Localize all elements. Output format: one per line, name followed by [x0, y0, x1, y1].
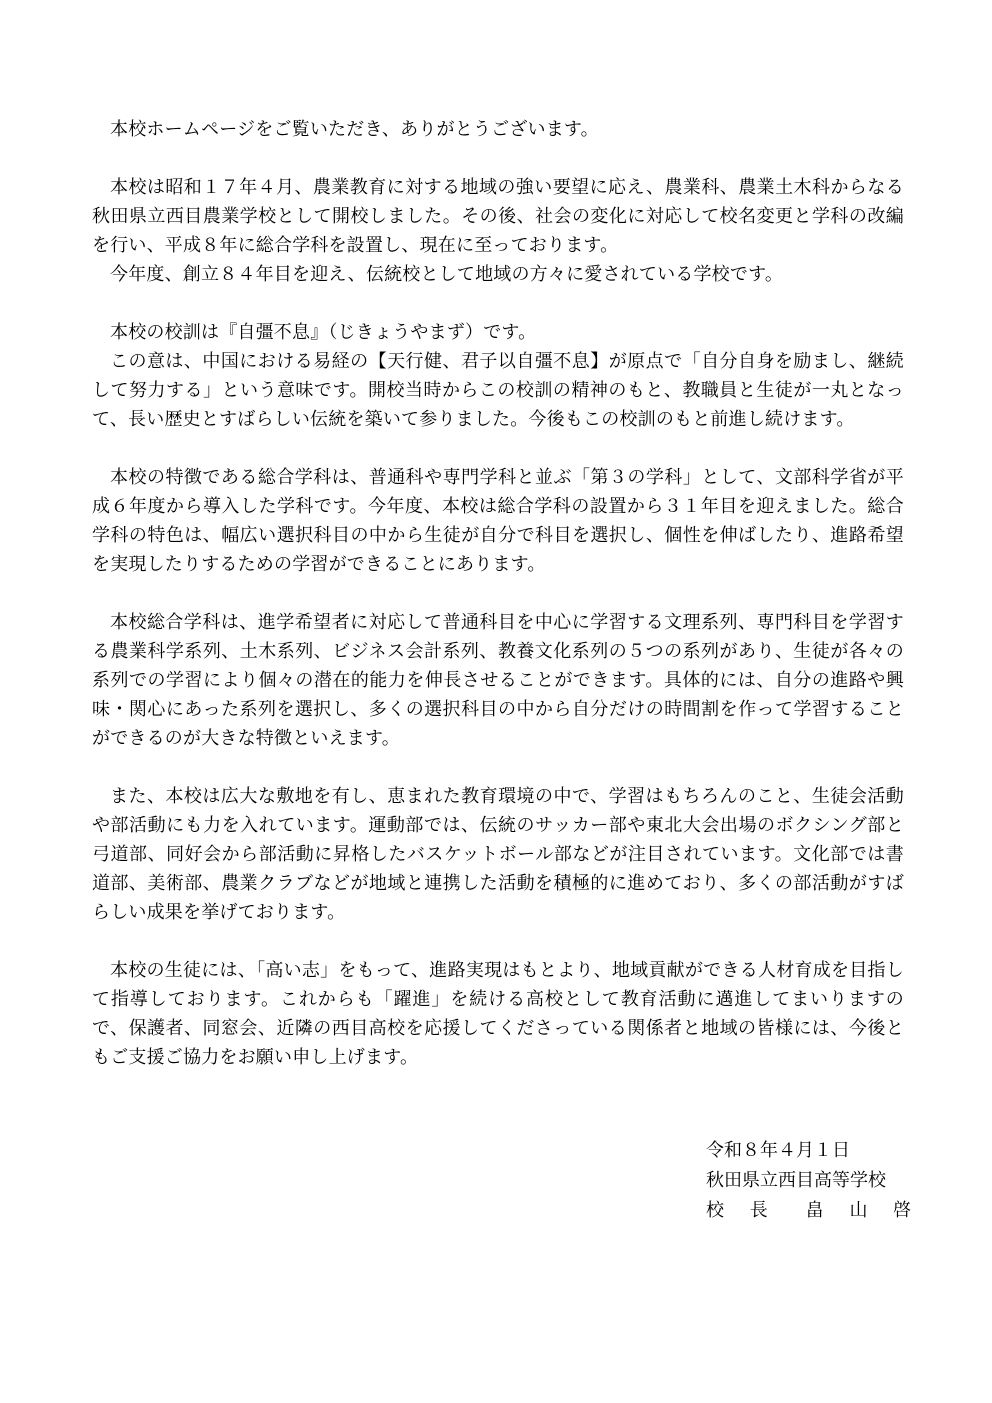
paragraph-integrated-course: 本校の特徴である総合学科は、普通科や専門学科と並ぶ「第３の学科」として、文部科学省が平成６年度から導入した学科です。今年度、本校は総合学科の設置から３１年目を迎えました。総合学科の特色は、幅広い選択科目の中から生徒が自分で科目を選択し、個性を伸ばしたり、進路希望を実現したりするための学習ができることにあります。 — [92, 467, 904, 575]
paragraph-motto: 本校の校訓は『自彊不息』（じきょうやまず）です。 — [110, 322, 537, 343]
signature-school: 秋田県立西目高等学校 — [706, 1170, 886, 1191]
paragraph-club-activities: また、本校は広大な敷地を有し、恵まれた教育環境の中で、学習はもちろんのこと、生徒会活動や部活動にも力を入れています。運動部では、伝統のサッカー部や東北大会出場のボクシング部と弓道部、同好会から部活動に昇格したバスケットボール部などが注目されています。文化部では書道部、美術部、農業クラブなどが地域と連携した活動を積極的に進めており、多くの部活動がすばらしい成果を挙げております。 — [92, 786, 904, 923]
signature-block — [706, 1136, 922, 1226]
paragraph-anniversary: 今年度、創立８４年目を迎え、伝統校として地域の方々に愛されている学校です。 — [110, 264, 784, 285]
paragraph-course-series: 本校総合学科は、進学希望者に対応して普通科目を中心に学習する文理系列、専門科目を学習する農業科学系列、土木系列、ビジネス会計系列、教養文化系列の５つの系列があり、生徒が各々の系列での学習により個々の潜在的能力を伸長させることができます。具体的には、自分の進路や興味・関心にあった系列を選択し、多くの選択科目の中から自分だけの時間割を作って学習することができるのが大きな特徴といえます。 — [92, 612, 904, 749]
paragraph-closing: 本校の生徒には、「高い志」をもって、進路実現はもとより、地域貢献ができる人材育成を目指して指導しております。これからも「躍進」を続ける高校として教育活動に邁進してまいりますので、保護者、同窓会、近隣の西目高校を応援してくださっている関係者と地域の皆様には、今後ともご支援ご協力をお願い申し上げます。 — [92, 960, 904, 1068]
paragraph-motto-meaning: この意は、中国における易経の【天行健、君子以自彊不息】が原点で「自分自身を励まし、継続して努力する」という意味です。開校当時からこの校訓の精神のもと、教職員と生徒が一丸となって、長い歴史とすばらしい伝統を築いて参りました。今後もこの校訓のもと前進し続けます。 — [92, 351, 904, 430]
paragraph-history: 本校は昭和１７年４月、農業教育に対する地域の強い要望に応え、農業科、農業土木科からなる秋田県立西目農業学校として開校しました。その後、社会の変化に対応して校名変更と学科の改編を行い、平成８年に総合学科を設置し、現在に至っております。 — [92, 177, 904, 256]
principal-message — [92, 115, 904, 1072]
signature-date: 令和８年４月１日 — [706, 1140, 850, 1161]
signature-principal: 校 長 畠 山 啓 — [706, 1200, 922, 1221]
paragraph-greeting: 本校ホームページをご覧いただき、ありがとうございます。 — [110, 119, 599, 140]
